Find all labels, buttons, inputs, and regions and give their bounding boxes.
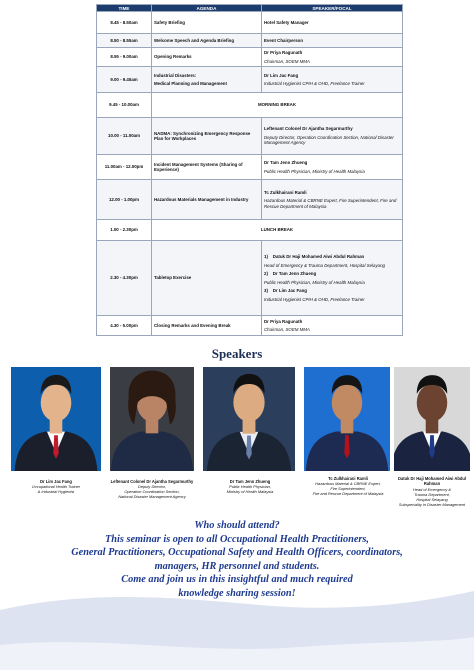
agenda-item: Tabletop Exercise — [152, 241, 262, 316]
agenda-speaker-cell — [262, 316, 403, 336]
cta-heading: Who should attend? — [194, 520, 280, 531]
speaker-role-line: Head of Emergency & — [412, 486, 452, 492]
panel-speaker-name: Datuk Dr Haji Mohamed Aiwi Abdul Rahman — [272, 254, 365, 259]
agenda-item: Incident Management Systems (Sharing of Experience) — [152, 155, 262, 180]
speaker-caption — [390, 476, 474, 507]
agenda-row — [97, 48, 403, 67]
speaker-caption — [104, 479, 200, 500]
speaker-role-line: Hazardous Material & CBRNE Expert, — [315, 481, 381, 487]
agenda-time: 8.50 - 8.55am — [97, 34, 152, 48]
time-column-header: TIME — [97, 5, 152, 12]
panel-number: 3) — [264, 288, 268, 293]
speaker-role-line: Trauma Department, — [414, 491, 450, 497]
agenda-speaker-cell — [262, 155, 403, 180]
agenda-speaker: Dr Lim Jac Fang — [264, 72, 299, 78]
agenda-time: 8.45 - 8.50am — [97, 12, 152, 34]
agenda-speaker: Hotel Safety Manager — [262, 12, 403, 34]
agenda-header-row — [97, 5, 403, 12]
speaker-portrait-graphic — [110, 367, 194, 471]
agenda-speaker-cell — [262, 48, 403, 67]
agenda-speaker: Event Chairperson — [262, 34, 403, 48]
agenda-speaker-role: Deputy Director, Operation Coordination Section, National Disaster Management Agency — [264, 134, 394, 146]
agenda-speaker: Leftenant Colonel Dr Ajantha Segarmurthy — [264, 126, 353, 132]
panel-speakers-cell — [262, 241, 403, 316]
agenda-time: 11.00am - 12.00pm — [97, 155, 152, 180]
speaker-photo — [110, 367, 194, 471]
speaker-name: Datuk Dr Haji Mohamed Aiwi Abdul Rahman — [398, 476, 466, 487]
agenda-item: Industrial Disasters: — [154, 72, 197, 78]
who-should-attend-text — [20, 519, 454, 601]
speaker-caption — [296, 476, 400, 497]
agenda-item: Closing Remarks and Evening Break — [152, 316, 262, 336]
agenda-speaker-role: Chairman, SOEM MMA — [264, 58, 310, 64]
agenda-item: Welcome Speech and Agenda Briefing — [152, 34, 262, 48]
lunch-break-label: LUNCH BREAK — [152, 220, 403, 241]
panel-number: 1) — [264, 254, 268, 259]
speaker-role-line: Operation Coordination Section, — [124, 489, 180, 495]
agenda-time: 9.45 - 10.00am — [97, 93, 152, 118]
speaker-role-line: & Industrial Hygienist — [37, 489, 75, 495]
speaker-role-line: Fire Superintendent, — [330, 486, 366, 492]
speaker-photo — [11, 367, 101, 471]
agenda-speaker: Dr Tam Jenn Zhueng — [264, 160, 308, 165]
speaker-caption — [200, 479, 300, 494]
agenda-item-cell — [152, 67, 262, 93]
speaker-name: Tc Zulkhairani Ramli — [328, 476, 368, 481]
agenda-table — [96, 4, 403, 336]
speaker-name: Dr Lim Jac Fang — [40, 479, 72, 484]
agenda-speaker-cell — [262, 118, 403, 155]
speaker-column-header: SPEAKER/FOCAL — [262, 5, 403, 12]
agenda-row — [97, 118, 403, 155]
cta-line: knowledge sharing session! — [178, 587, 296, 599]
agenda-break-row — [97, 93, 403, 118]
agenda-time: 4.30 - 5.00pm — [97, 316, 152, 336]
agenda-item: Opening Remarks — [152, 48, 262, 67]
agenda-row — [97, 180, 403, 220]
agenda-column-header: AGENDA — [152, 5, 262, 12]
panel-speaker-name: Dr Tam Jenn Zhueng — [272, 271, 317, 276]
agenda-row — [97, 241, 403, 316]
agenda-item-subtitle: Medical Planning and Management — [154, 81, 227, 86]
agenda-row — [97, 155, 403, 180]
speaker-role-line: Subspeciality in Disaster Management — [398, 501, 466, 507]
speaker-portrait-graphic — [304, 367, 390, 471]
cta-line: General Practitioners, Occupational Safety and Health Officers, coordinators, — [71, 547, 403, 559]
speaker-name: Leftenant Colonel Dr Ajantha Segarmurthy — [110, 479, 194, 484]
agenda-time: 8.55 - 9.00am — [97, 48, 152, 67]
agenda-speaker: Dr Priya Ragunath — [264, 50, 303, 55]
agenda-time: 9.00 - 9.45am — [97, 67, 152, 93]
speaker-role-line: Occupational Health Trainer — [31, 484, 81, 490]
agenda-time: 12.00 - 1.00pm — [97, 180, 152, 220]
agenda-time: 10.00 - 11.00am — [97, 118, 152, 155]
speaker-portrait-graphic — [203, 367, 295, 471]
agenda-speaker: Dr Priya Ragunath — [264, 318, 303, 324]
speaker-photo — [394, 367, 470, 471]
agenda-row — [97, 316, 403, 336]
speaker-name: Dr Tam Jenn Zhueng — [229, 479, 271, 484]
speaker-caption — [6, 479, 106, 494]
speaker-photo — [304, 367, 390, 471]
speaker-role-line: Deputy Director, — [138, 484, 166, 490]
speaker-role-line: National Disaster Management Agency — [118, 494, 186, 500]
cta-line: Come and join us in this insightful and much required — [121, 574, 353, 586]
speaker-role-line: Hospital Selayang — [416, 496, 448, 502]
agenda-speaker: Tc Zulkhairani Ramli — [264, 189, 307, 195]
speaker-role-line: Ministry of Health Malaysia — [226, 489, 274, 495]
agenda-row — [97, 67, 403, 93]
panel-speaker-name: Dr Lim Jac Fang — [272, 288, 307, 293]
agenda-speaker-role: Public Health Physician, Ministry of Health Malaysia — [264, 168, 365, 174]
panel-speaker-role: Industrial Hygienist CPIH & OHD, Freelance Trainer — [264, 296, 365, 302]
agenda-item: Hazardous Materials Management in Industry — [152, 180, 262, 220]
agenda-row — [97, 12, 403, 34]
cta-line: This seminar is open to all Occupational Health Practitioners, — [104, 533, 370, 545]
agenda-speaker-cell — [262, 67, 403, 93]
morning-break-label: MORNING BREAK — [152, 93, 403, 118]
panel-speaker-role: Public Health Physician, Ministry of Health Malaysia — [264, 279, 365, 285]
agenda-time: 2.30 - 4.30pm — [97, 241, 152, 316]
agenda-speaker-role: Hazardous Material & CBRNE Expert, Fire Superintendent, Fire and Rescue Department of Malaysia — [264, 198, 397, 209]
agenda-speaker-cell — [262, 180, 403, 220]
agenda-item: NADMA: Synchronizing Emergency Response Plan for Workplaces — [152, 118, 262, 155]
speakers-heading: Speakers — [211, 346, 263, 361]
panel-speaker-role: Head of Emergency & Trauma Department, Hospital Selayang — [264, 262, 385, 268]
speaker-photo — [203, 367, 295, 471]
speaker-role-line: Public Health Physician, — [229, 484, 271, 490]
agenda-break-row — [97, 220, 403, 241]
agenda-speaker-role: Chairman, SOEM MMA — [264, 327, 310, 332]
panel-number: 2) — [264, 271, 268, 276]
agenda-speaker-role: Industrial Hygienist CPIH & OHD, Freelance Trainer — [264, 81, 365, 86]
cta-line: managers, HR personnel and students. — [154, 560, 320, 572]
agenda-item: Safety Briefing — [152, 12, 262, 34]
speaker-portrait-graphic — [394, 367, 470, 471]
agenda-time: 1.00 - 2.30pm — [97, 220, 152, 241]
speaker-portrait-graphic — [11, 367, 101, 471]
speaker-role-line: Fire and Rescue Department of Malaysia — [312, 491, 384, 497]
agenda-row — [97, 34, 403, 48]
